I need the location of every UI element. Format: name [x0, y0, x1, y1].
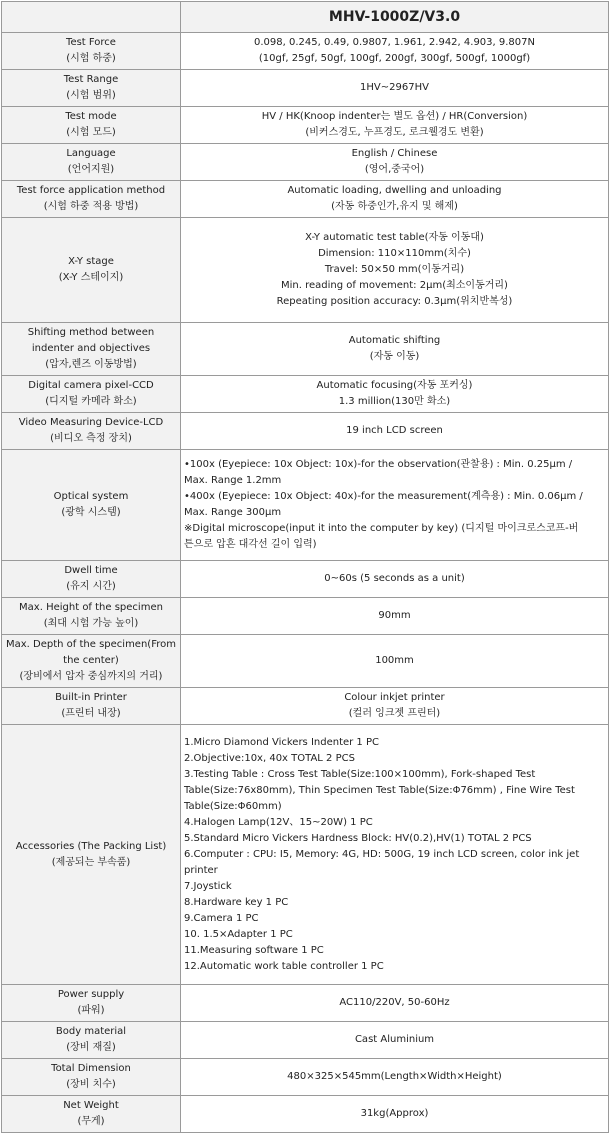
spec-row: [2, 181, 609, 218]
spec-row: [2, 33, 609, 70]
spec-value-line: 480×325×545mm(Length×Width×Height): [287, 1071, 502, 1082]
spec-label-line: Accessories (The Packing List): [15, 840, 167, 852]
spec-label-line: indenter and objectives: [31, 343, 151, 354]
spec-label-line: (제공되는 부속품): [51, 856, 131, 868]
spec-value-line: printer: [184, 864, 218, 876]
spec-label: [2, 144, 181, 181]
spec-label-line: (시험 하중 적용 방법): [43, 201, 139, 212]
spec-label-line: Test mode: [65, 111, 117, 122]
spec-label: [2, 598, 181, 635]
spec-value: [181, 1022, 609, 1059]
spec-value-line: 3.Testing Table : Cross Test Table(Size:100×100mm), Fork-shaped Test: [184, 768, 536, 780]
spec-value-line: AC110/220V, 50-60Hz: [339, 997, 450, 1008]
spec-row: [2, 985, 609, 1022]
spec-label-line: (디지털 카메라 화소): [45, 396, 137, 407]
spec-label: [2, 985, 181, 1022]
spec-label-line: Total Dimension: [51, 1063, 131, 1074]
spec-value: [181, 985, 609, 1022]
spec-row: [2, 144, 609, 181]
spec-value: [181, 1096, 609, 1133]
spec-value-line: Automatic shifting: [348, 335, 441, 346]
spec-label-line: (광학 시스템): [61, 507, 121, 518]
spec-label: [2, 181, 181, 218]
spec-label-line: Optical system: [53, 491, 129, 502]
spec-label: [2, 218, 181, 323]
spec-label: [2, 1022, 181, 1059]
spec-value-line: Max. Range 1.2mm: [184, 475, 282, 486]
spec-label: [2, 70, 181, 107]
spec-value-line: 11.Measuring software 1 PC: [184, 944, 324, 956]
spec-value-line: 2.Objective:10x, 40x TOTAL 2 PCS: [184, 752, 355, 764]
spec-row: [2, 376, 609, 413]
spec-value: [181, 598, 609, 635]
spec-label-line: (장비 재질): [66, 1042, 116, 1053]
spec-value-line: X-Y automatic test table(자동 이동대): [305, 232, 484, 243]
spec-label-line: Digital camera pixel-CCD: [28, 380, 154, 391]
spec-value: [181, 70, 609, 107]
spec-value-line: 4.Halogen Lamp(12V、15~20W) 1 PC: [184, 816, 373, 828]
spec-label-line: Max. Height of the specimen: [19, 602, 163, 613]
spec-value-line: Table(Size:Φ60mm): [184, 800, 282, 812]
spec-label-line: Dwell time: [64, 565, 118, 576]
spec-value-line: Repeating position accuracy: 0.3μm(위치반복성): [276, 296, 513, 307]
spec-value-line: (자동 이동): [369, 351, 420, 362]
spec-value-line: 0~60s (5 seconds as a unit): [324, 573, 465, 584]
spec-row: [2, 561, 609, 598]
spec-label-line: Built-in Printer: [55, 692, 127, 703]
spec-row: [2, 323, 609, 376]
spec-label-line: (언어지원): [67, 164, 115, 175]
spec-row: [2, 688, 609, 725]
spec-label-line: (압자,렌즈 이동방법): [45, 359, 137, 370]
spec-value: [181, 376, 609, 413]
spec-value-line: 5.Standard Micro Vickers Hardness Block: HV(0.2),HV(1) TOTAL 2 PCS: [184, 832, 532, 844]
spec-value-line: (영어,중국어): [364, 164, 425, 175]
spec-value-line: 10. 1.5×Adapter 1 PC: [184, 928, 293, 940]
spec-label-line: (유지 시간): [66, 581, 116, 592]
spec-value: [181, 144, 609, 181]
spec-label-line: (최대 시험 가능 높이): [43, 618, 139, 629]
spec-value: [181, 450, 609, 561]
spec-label: [2, 107, 181, 144]
spec-value-line: Automatic focusing(자동 포커싱): [316, 380, 473, 391]
spec-label-line: (시험 하중): [66, 53, 116, 64]
spec-label-line: Video Measuring Device-LCD: [18, 417, 164, 428]
spec-label-line: X-Y stage: [68, 256, 114, 267]
header-row: [2, 2, 609, 33]
spec-row: [2, 107, 609, 144]
spec-value-line: 31kg(Approx): [360, 1108, 429, 1119]
spec-value-line: (비커스경도, 누프경도, 로크웰경도 변환): [305, 127, 484, 138]
spec-label-line: (시험 모드): [66, 127, 116, 138]
spec-label-line: (장비에서 압자 중심까지의 거리): [19, 671, 163, 682]
spec-label: [2, 725, 181, 985]
spec-value-line: HV / HK(Knoop indenter는 별도 옵션) / HR(Conversion): [261, 111, 528, 122]
spec-label-line: (무게): [77, 1116, 105, 1127]
spec-label-line: the center): [63, 655, 119, 666]
spec-label-line: Shifting method between: [27, 327, 155, 338]
spec-value-line: Min. reading of movement: 2μm(최소이동거리): [281, 280, 508, 291]
spec-label: [2, 561, 181, 598]
spec-value-line: 100mm: [375, 655, 414, 666]
spec-label: [2, 1096, 181, 1133]
spec-value: [181, 413, 609, 450]
spec-label-line: Max. Depth of the specimen(From: [6, 639, 176, 650]
spec-label-line: (파워): [77, 1005, 105, 1016]
spec-value: [181, 33, 609, 70]
spec-row: [2, 450, 609, 561]
spec-label: [2, 688, 181, 725]
spec-label-line: (장비 치수): [66, 1079, 116, 1090]
spec-row: [2, 70, 609, 107]
spec-label-line: (X-Y 스테이지): [58, 272, 124, 283]
spec-value-line: 90mm: [378, 610, 411, 621]
spec-value: [181, 181, 609, 218]
spec-value-line: •400x (Eyepiece: 10x Object: 40x)-for the measurement(계측용) : Min. 0.06μm /: [184, 491, 583, 502]
spec-value-line: (자동 하중인가,유지 및 해제): [331, 201, 458, 212]
spec-value-line: 튼으로 압흔 대각선 길이 입력): [184, 539, 317, 550]
spec-value-line: 7.Joystick: [184, 880, 232, 892]
spec-label: [2, 413, 181, 450]
spec-row: [2, 725, 609, 985]
spec-value-line: (10gf, 25gf, 50gf, 100gf, 200gf, 300gf, 500gf, 1000gf): [258, 53, 531, 64]
spec-value-line: Table(Size:76x80mm), Thin Specimen Test Table(Size:Φ76mm) , Fine Wire Test: [184, 784, 575, 796]
spec-row: [2, 218, 609, 323]
spec-value: [181, 323, 609, 376]
spec-label: [2, 635, 181, 688]
spec-label-line: (비디오 측정 장치): [50, 433, 132, 444]
spec-value-line: Cast Aluminium: [354, 1034, 435, 1045]
spec-row: [2, 635, 609, 688]
spec-value-line: 1.Micro Diamond Vickers Indenter 1 PC: [184, 736, 379, 748]
spec-label: [2, 376, 181, 413]
spec-value-line: 8.Hardware key 1 PC: [184, 896, 289, 908]
spec-row: [2, 1022, 609, 1059]
spec-label: [2, 1059, 181, 1096]
spec-value-line: ※Digital microscope(input it into the computer by key) (디지털 마이크로스코프-버: [184, 523, 579, 534]
spec-value-line: 1HV~2967HV: [360, 82, 429, 93]
spec-value-line: 6.Computer : CPU: I5, Memory: 4G, HD: 500G, 19 inch LCD screen, color ink jet: [184, 848, 580, 860]
spec-row: [2, 1096, 609, 1133]
spec-value-line: 9.Camera 1 PC: [184, 912, 259, 924]
spec-label: [2, 323, 181, 376]
spec-value: [181, 107, 609, 144]
spec-label-line: Language: [66, 148, 116, 159]
spec-value-line: (컬러 잉크젯 프린터): [348, 708, 441, 719]
spec-label-line: (프린터 내장): [61, 708, 121, 719]
spec-label-line: (시험 범위): [66, 90, 116, 101]
spec-value: [181, 218, 609, 323]
spec-value-line: 19 inch LCD screen: [346, 425, 443, 436]
spec-value-line: Max. Range 300μm: [184, 507, 282, 518]
spec-value-line: Dimension: 110×110mm(치수): [318, 248, 471, 259]
spec-row: [2, 598, 609, 635]
spec-label-line: Test force application method: [16, 185, 166, 196]
spec-table: [1, 1, 609, 1133]
spec-value-line: Automatic loading, dwelling and unloading: [287, 185, 502, 196]
spec-row: [2, 413, 609, 450]
spec-value-line: 1.3 million(130만 화소): [338, 396, 451, 407]
spec-value-line: 12.Automatic work table controller 1 PC: [184, 960, 384, 972]
spec-label-line: Power supply: [57, 989, 125, 1000]
spec-label-line: Body material: [55, 1026, 127, 1037]
model-title: MHV-1000Z/V3.0: [181, 2, 609, 33]
spec-row: [2, 1059, 609, 1096]
header-blank-cell: [2, 2, 181, 33]
spec-value: [181, 725, 609, 985]
spec-value: [181, 688, 609, 725]
spec-value: [181, 635, 609, 688]
spec-label: [2, 450, 181, 561]
spec-label: [2, 33, 181, 70]
spec-value-line: 0.098, 0.245, 0.49, 0.9807, 1.961, 2.942, 4.903, 9.807N: [253, 37, 535, 48]
spec-value: [181, 561, 609, 598]
spec-value-line: Colour inkjet printer: [344, 692, 445, 703]
spec-value-line: •100x (Eyepiece: 10x Object: 10x)-for the observation(관찰용) : Min. 0.25μm /: [184, 459, 573, 470]
spec-label-line: Net Weight: [63, 1100, 119, 1111]
spec-value-line: Travel: 50×50 mm(이동거리): [324, 264, 465, 275]
spec-label-line: Test Range: [63, 74, 119, 85]
spec-value: [181, 1059, 609, 1096]
spec-label-line: Test Force: [66, 37, 116, 48]
spec-value-line: English / Chinese: [351, 148, 438, 159]
